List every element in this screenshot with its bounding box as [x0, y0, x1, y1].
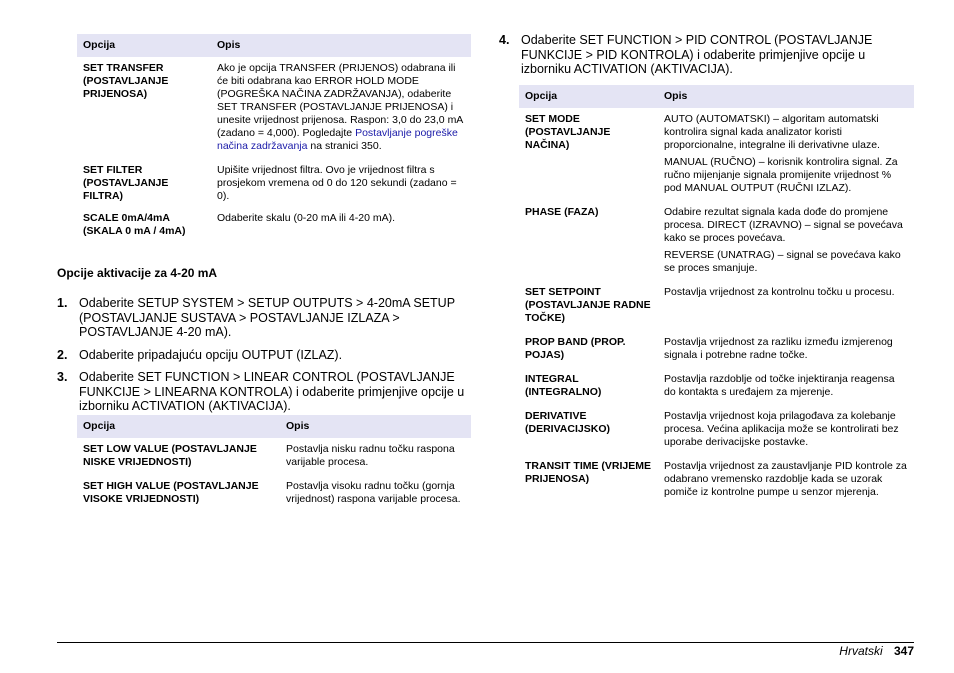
footer-language: Hrvatski: [839, 644, 883, 658]
section-heading: Opcije aktivacije za 4-20 mA: [57, 266, 218, 280]
column-header-option: Opcija: [77, 415, 280, 438]
page-number: 347: [893, 644, 914, 658]
column-header-description: Opis: [280, 415, 471, 438]
step-text: Odaberite SET FUNCTION > PID CONTROL (POSTAVLJANJE FUNKCIJE > PID KONTROLA) i odaberite primjenjive opcije u izborniku ACTIVATION (AKTIVACIJA).: [521, 33, 873, 76]
table-header-row: [77, 34, 471, 57]
option-name: DERIVATIVE (DERIVACIJSKO): [525, 410, 610, 435]
step-item: [57, 296, 471, 340]
option-name: INTEGRAL (INTEGRALNO): [525, 373, 602, 398]
step-number: 4.: [499, 33, 510, 47]
step-item: [57, 348, 471, 363]
table-row: [519, 328, 914, 365]
option-description: Postavlja visoku radnu točku (gornja vrijednost) raspona varijable procesa.: [286, 480, 461, 505]
step-number: 3.: [57, 370, 68, 384]
step-text: Odaberite SETUP SYSTEM > SETUP OUTPUTS > 4-20mA SETUP (POSTAVLJANJE SUSTAVA > POSTAVLJANJE IZLAZA > POSTAVLJANJE 4-20 mA).: [79, 296, 455, 339]
column-header-description: Opis: [211, 34, 471, 57]
column-header-description: Opis: [658, 85, 914, 108]
option-name: SET MODE (POSTAVLJANJE NAČINA): [525, 113, 611, 151]
step-list: [57, 296, 471, 414]
option-description: Postavlja nisku radnu točku raspona varijable procesa.: [286, 443, 455, 468]
table-row: [519, 402, 914, 452]
table-row: [77, 206, 471, 241]
description-paragraph: AUTO (AUTOMATSKI) – algoritam automatski kontrolira signal kada analizator koristi proporcionalne, integralne ili derivativne ulaze.: [664, 113, 880, 151]
description-paragraph: Odabire rezultat signala kada dođe do promjene procesa. DIRECT (IZRAVNO) – signal se povećava kako se proces povećava.: [664, 206, 903, 244]
step-text: Odaberite SET FUNCTION > LINEAR CONTROL (POSTAVLJANJE FUNKCIJE > LINEARNA KONTROLA) i odaberite primjenjive opcije u izborniku ACTIVATION (AKTIVACIJA).: [79, 370, 465, 413]
cross-reference-link[interactable]: Postavljanje pogreške načina zadržavanja: [217, 127, 458, 152]
footer-divider: [57, 642, 914, 643]
description-paragraph: MANUAL (RUČNO) – korisnik kontrolira signal. Za ručno mijenjanje signala promijenite vrijednost % pod MANUAL OUTPUT (RUČNI IZLAZ).: [664, 156, 898, 194]
option-description: Postavlja vrijednost koja prilagođava za kolebanje procesa. Većina aplikacija može se kontrolirati bez uporabe derivacijske postavke.: [664, 410, 899, 448]
option-name: TRANSIT TIME (VRIJEME PRIJENOSA): [525, 460, 652, 485]
option-description: Postavlja vrijednost za zaustavljanje PID kontrole za odabrano vremensko razdoblje kada se uzorak pomiče iz kontrolne pumpe u senzor mjerenja.: [664, 460, 907, 498]
option-name: SET TRANSFER (POSTAVLJANJE PRIJENOSA): [83, 62, 169, 100]
table-row: [77, 57, 471, 156]
table-header-row: [519, 85, 914, 108]
option-description: [211, 57, 471, 156]
table-row: [519, 452, 914, 502]
table-row: [519, 365, 914, 402]
description-paragraph: REVERSE (UNATRAG) – signal se povećava kako se proces smanjuje.: [664, 249, 901, 274]
step-item: [499, 33, 914, 77]
step-list: [499, 33, 914, 77]
step-number: 1.: [57, 296, 68, 310]
step-text: Odaberite pripadajuću opciju OUTPUT (IZLAZ).: [79, 347, 343, 362]
linear-control-table: [77, 415, 471, 509]
option-name: SET FILTER (POSTAVLJANJE FILTRA): [83, 164, 169, 202]
step-item: [57, 370, 471, 414]
table-row: [77, 472, 471, 509]
option-name: SET SETPOINT (POSTAVLJANJE RADNE TOČKE): [525, 286, 651, 324]
option-description: Postavlja vrijednost za razliku između izmjerenog signala i potrebne radne točke.: [664, 336, 893, 361]
option-description: Upišite vrijednost filtra. Ovo je vrijednost filtra s prosjekom vremena od 0 do 120 sekundi (zadano = 0).: [217, 164, 457, 202]
transfer-options-table: [77, 34, 471, 241]
option-name: PROP BAND (PROP. POJAS): [525, 336, 626, 361]
description-text: na stranici 350.: [310, 140, 382, 152]
column-header-option: Opcija: [77, 34, 211, 57]
table-row: [519, 108, 914, 198]
pid-control-table: [519, 85, 914, 502]
table-row: [77, 156, 471, 206]
option-name: SET HIGH VALUE (POSTAVLJANJE VISOKE VRIJEDNOSTI): [83, 480, 259, 505]
step-number: 2.: [57, 347, 68, 362]
option-description: [658, 108, 914, 198]
option-name: SET LOW VALUE (POSTAVLJANJE NISKE VRIJEDNOSTI): [83, 443, 257, 468]
option-description: [658, 198, 914, 278]
option-description: Odaberite skalu (0-20 mA ili 4-20 mA).: [217, 212, 395, 224]
table-row: [519, 198, 914, 278]
column-header-option: Opcija: [519, 85, 658, 108]
option-description: Postavlja razdoblje od točke injektiranja reagensa do kontakta s uređajem za mjerenje.: [664, 373, 895, 398]
option-description: Postavlja vrijednost za kontrolnu točku u procesu.: [664, 286, 895, 298]
description-text: Ako je opcija TRANSFER (PRIJENOS) odabrana ili će biti odabrana kao ERROR HOLD MODE (POGREŠKA NAČINA ZADRŽAVANJA), odaberite SET TRANSFER (POSTAVLJANJE PRIJENOSA) i unesite vrijednost prijenosa. Raspon: 3,0 do 23,0 mA (zadano = 4,000). Pogledajte: [217, 62, 463, 139]
option-name: PHASE (FAZA): [525, 206, 599, 218]
table-row: [519, 278, 914, 328]
option-name: SCALE 0mA/4mA (SKALA 0 mA / 4mA): [83, 212, 186, 237]
table-header-row: [77, 415, 471, 438]
table-row: [77, 438, 471, 472]
page-footer: [839, 644, 914, 658]
